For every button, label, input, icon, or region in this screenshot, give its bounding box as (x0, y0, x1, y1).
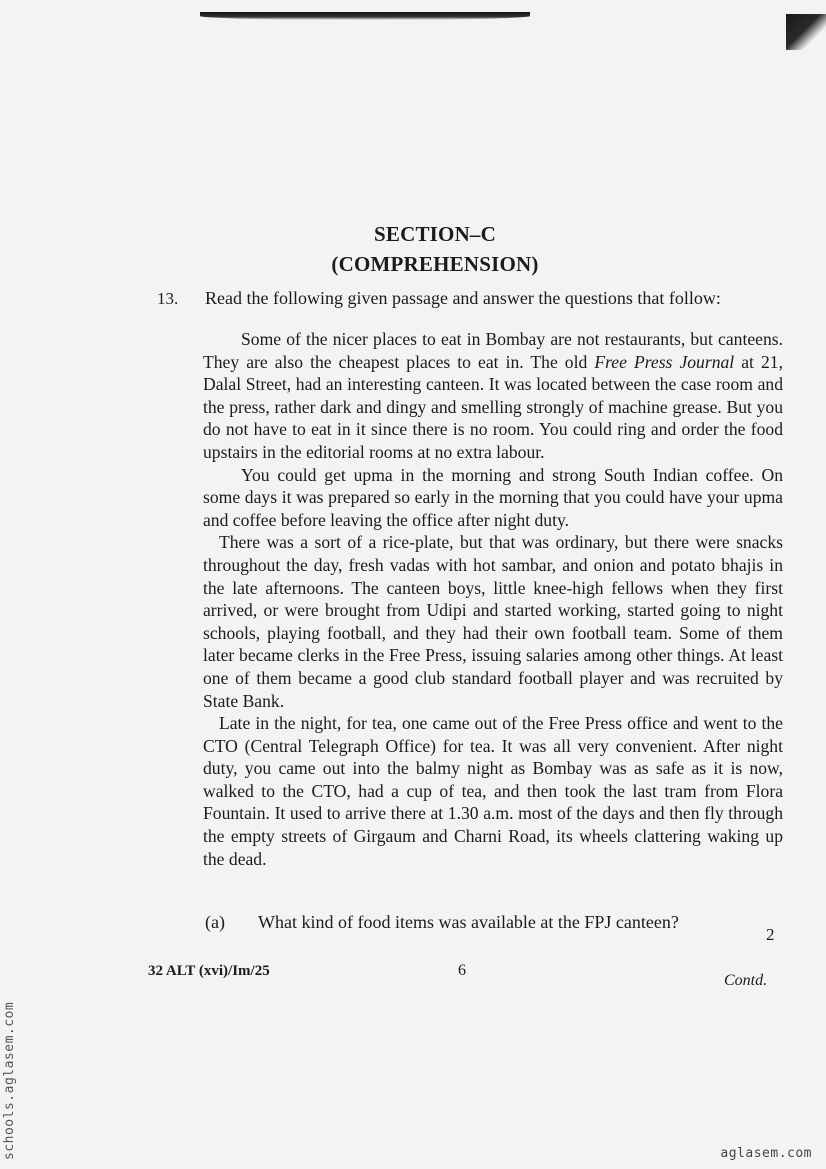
passage-paragraph-2: You could get upma in the morning and strong South Indian coffee. On some days it was prepared so early in the morning that you could have your upma and coffee before leaving the office after night duty. (203, 464, 783, 530)
newspaper-name: Free Press Journal (594, 351, 735, 372)
question-instruction: Read the following given passage and answer the questions that follow: (205, 288, 721, 308)
passage-p1-start: Some of the nicer places to eat in Bombay are not restaurants, but canteens. They are also the cheapest places to eat in. The old (203, 329, 783, 372)
continued-note: Contd. (724, 972, 768, 989)
scan-corner-shadow (786, 14, 826, 50)
section-title: SECTION–C (374, 222, 496, 246)
side-watermark: schools.aglasem.com (2, 1001, 17, 1160)
subquestion-label: (a) (205, 912, 225, 932)
passage-paragraph-1 (203, 328, 783, 464)
question-number: 13. (157, 289, 179, 308)
page-number: 6 (458, 962, 466, 979)
bottom-watermark: aglasem.com (720, 1146, 812, 1161)
section-subtitle: (COMPREHENSION) (331, 252, 539, 276)
paper-code: 32 ALT (xvi)/Im/25 (148, 963, 270, 979)
passage-p1-end: at 21, Dalal Street, had an interesting canteen. It was located between the case room and the press, rather dark and dingy and smelling strongly of machine grease. But you do not have to eat in it since there is no room. You could ring and order the food upstairs in the editorial rooms at no extra labour. (203, 351, 783, 462)
scan-edge-shadow (200, 12, 530, 20)
subquestion-text: What kind of food items was available at the FPJ canteen? (258, 912, 679, 932)
subquestion-marks: 2 (766, 925, 775, 944)
passage-paragraph-3: There was a sort of a rice-plate, but that was ordinary, but there were snacks throughout the day, fresh vadas with hot sambar, and onion and potato bhajis in the late afternoons. The canteen boys, little knee-high fellows when they first arrived, or were brought from Udipi and started working, started going to night schools, playing football, and they had their own football team. Some of them later became clerks in the Free Press, issuing salaries among other things. At least one of them became a good club standard football player and was recruited by State Bank. (203, 532, 783, 711)
comprehension-passage (203, 328, 783, 870)
passage-paragraph-4: Late in the night, for tea, one came out of the Free Press office and went to the CTO (Central Telegraph Office) for tea. It was all very convenient. After night duty, you came out into the balmy night as Bombay was as safe as it is now, walked to the CTO, had a cup of tea, and then took the last tram from Flora Fountain. It used to arrive there at 1.30 a.m. most of the days and then fly through the empty streets of Girgaum and Charni Road, its wheels clattering waking up the dead. (203, 713, 783, 869)
